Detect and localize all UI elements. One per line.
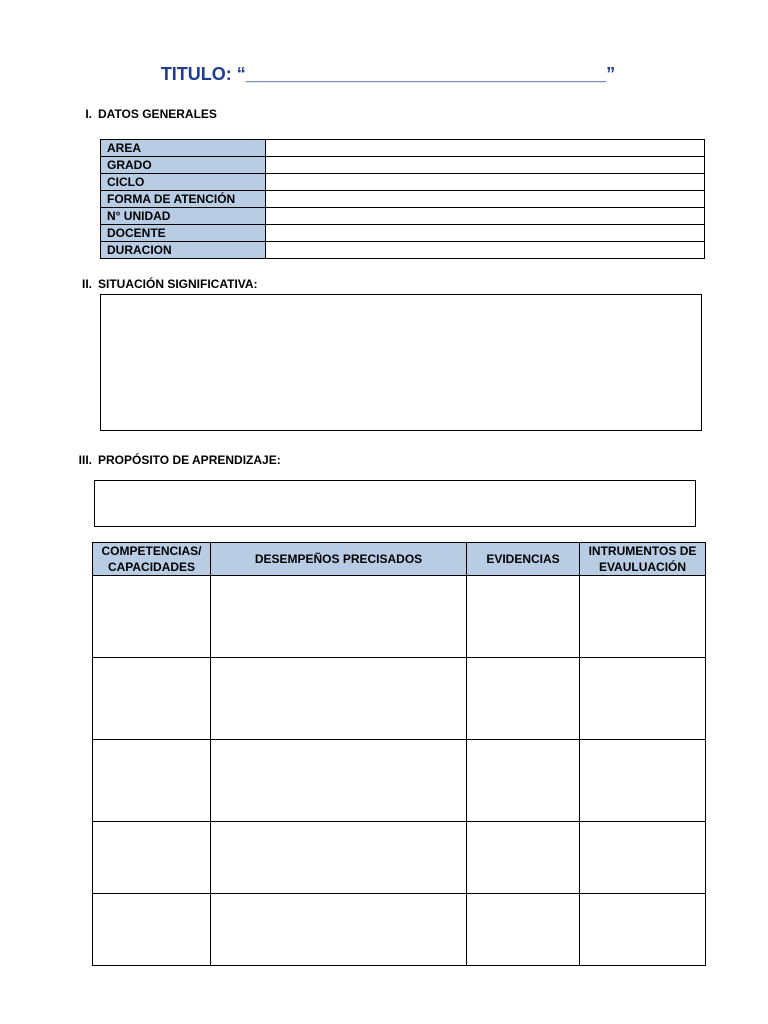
field-label-grado: GRADO bbox=[101, 157, 266, 174]
table-cell[interactable] bbox=[580, 894, 706, 966]
table-cell[interactable] bbox=[93, 822, 211, 894]
column-header-evidencias: EVIDENCIAS bbox=[467, 543, 580, 576]
table-cell[interactable] bbox=[580, 822, 706, 894]
table-cell[interactable] bbox=[93, 576, 211, 658]
table-cell[interactable] bbox=[211, 576, 467, 658]
table-row bbox=[101, 174, 705, 191]
table-cell[interactable] bbox=[93, 740, 211, 822]
table-row bbox=[93, 822, 706, 894]
table-cell[interactable] bbox=[467, 740, 580, 822]
table-cell[interactable] bbox=[211, 658, 467, 740]
field-label-unidad: N° UNIDAD bbox=[101, 208, 266, 225]
field-label-duracion: DURACION bbox=[101, 242, 266, 259]
table-cell[interactable] bbox=[580, 658, 706, 740]
section-label: SITUACIÓN SIGNIFICATIVA: bbox=[98, 277, 258, 291]
table-row bbox=[101, 140, 705, 157]
table-cell[interactable] bbox=[93, 658, 211, 740]
table-cell[interactable] bbox=[580, 576, 706, 658]
field-label-forma-atencion: FORMA DE ATENCIÓN bbox=[101, 191, 266, 208]
table-row bbox=[93, 740, 706, 822]
table-row bbox=[101, 191, 705, 208]
column-header-instrumentos: INTRUMENTOS DE EVAULUACIÓN bbox=[580, 543, 706, 576]
column-header-desempenos: DESEMPEÑOS PRECISADOS bbox=[211, 543, 467, 576]
section-label: PROPÓSITO DE APRENDIZAJE: bbox=[98, 453, 281, 467]
field-value-grado[interactable] bbox=[266, 157, 705, 174]
section-number: II. bbox=[81, 277, 92, 291]
proposito-box[interactable] bbox=[94, 480, 696, 527]
table-row bbox=[101, 157, 705, 174]
field-value-duracion[interactable] bbox=[266, 242, 705, 259]
table-row bbox=[93, 576, 706, 658]
datos-generales-table bbox=[100, 139, 705, 259]
section-number: I. bbox=[85, 107, 92, 121]
table-row bbox=[93, 658, 706, 740]
table-cell[interactable] bbox=[467, 576, 580, 658]
table-cell[interactable] bbox=[580, 740, 706, 822]
table-cell[interactable] bbox=[211, 822, 467, 894]
field-value-docente[interactable] bbox=[266, 225, 705, 242]
table-row bbox=[101, 225, 705, 242]
table-cell[interactable] bbox=[211, 740, 467, 822]
table-cell[interactable] bbox=[467, 894, 580, 966]
field-label-ciclo: CICLO bbox=[101, 174, 266, 191]
field-label-docente: DOCENTE bbox=[101, 225, 266, 242]
table-header-row bbox=[93, 543, 706, 576]
field-value-ciclo[interactable] bbox=[266, 174, 705, 191]
competencias-table bbox=[92, 542, 706, 966]
section-label: DATOS GENERALES bbox=[98, 107, 217, 121]
field-value-area[interactable] bbox=[266, 140, 705, 157]
field-value-forma-atencion[interactable] bbox=[266, 191, 705, 208]
field-label-area: AREA bbox=[101, 140, 266, 157]
table-row bbox=[101, 208, 705, 225]
table-row bbox=[93, 894, 706, 966]
section-number: III. bbox=[78, 453, 92, 467]
table-cell[interactable] bbox=[467, 822, 580, 894]
table-cell[interactable] bbox=[211, 894, 467, 966]
situacion-significativa-box[interactable] bbox=[100, 294, 702, 431]
column-header-competencias: COMPETENCIAS/ CAPACIDADES bbox=[93, 543, 211, 576]
table-cell[interactable] bbox=[467, 658, 580, 740]
field-value-unidad[interactable] bbox=[266, 208, 705, 225]
table-cell[interactable] bbox=[93, 894, 211, 966]
table-row bbox=[101, 242, 705, 259]
document-title: TITULO: “____________________________________” bbox=[160, 64, 616, 84]
